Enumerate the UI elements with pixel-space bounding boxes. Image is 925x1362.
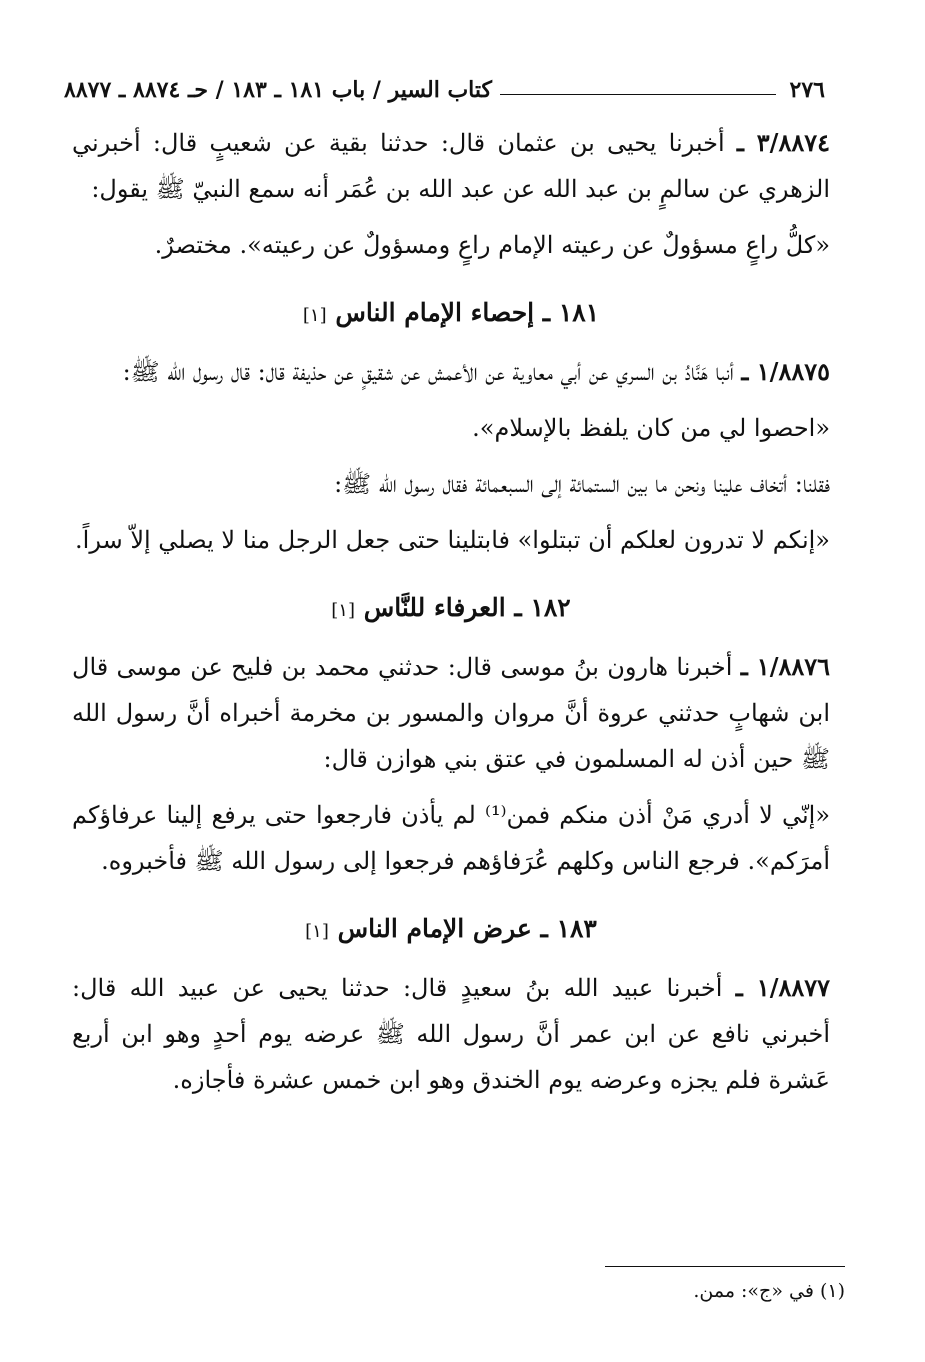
hadith-8875 xyxy=(72,349,830,395)
footnote: (١) في «ج»: ممن. xyxy=(693,1280,845,1302)
hadith-8875-quote-1: «احصوا لي من كان يلفظ بالإسلام». xyxy=(472,414,830,442)
footnote-ref: [١] xyxy=(302,305,327,326)
chapter-title: ١٨٣ ـ عرض الإمام الناس xyxy=(337,914,597,943)
hadith-8876-quote: «إنّي لا أدري مَنْ أذن منكم فمن⁽¹⁾ لم يأذن فارجعوا حتى يرفع إلينا عرفاؤكم أمرَكم». فرجع الناس وكلهم عُرَفاؤهم فرجعوا إلى رسول الله ﷺ فأخبروه. xyxy=(72,801,831,875)
footnote-separator xyxy=(605,1266,845,1267)
hadith-text: أخبرنا يحيى بن عثمان قال: حدثنا بقية عن شعيبٍ قال: أخبرني الزهري عن سالمٍ بن عبد الله عن عبد الله بن عُمَر أنه سمع النبيّ ﷺ يقول: xyxy=(72,129,830,203)
footnote-ref: [١] xyxy=(331,600,355,621)
footnote-ref: [١] xyxy=(305,921,329,942)
hadith-number: ١/٨٨٧٦ ـ xyxy=(740,652,831,681)
hadith-8874 xyxy=(72,120,830,212)
hadith-number: ١/٨٨٧٥ ـ xyxy=(741,357,830,386)
header-rule xyxy=(500,94,776,95)
running-header xyxy=(64,70,825,110)
hadith-8875-text-2: فقلنا: أتخاف علينا ونحن ما بين الستمائة إلى السبعمائة فقال رسول الله ﷺ: xyxy=(334,470,830,498)
chapter-title: ١٨١ ـ إحصاء الإمام الناس xyxy=(335,298,600,327)
hadith-8875-quote-2: «إنكم لا تدرون لعلكم أن تبتلوا» فابتلينا حتى جعل الرجل منا لا يصلي إلاّ سراً. xyxy=(75,526,830,554)
chapter-181-heading xyxy=(72,290,830,339)
page-number: ٢٧٦ xyxy=(789,77,825,103)
hadith-8876 xyxy=(72,644,830,782)
page-body xyxy=(72,120,830,1113)
hadith-8874-quote: «كلُّ راعٍ مسؤولٌ عن رعيته الإمام راعٍ ومسؤولٌ عن رعيته». مختصرٌ. xyxy=(154,231,830,259)
hadith-text: أخبرنا هارون بنُ موسى قال: حدثني محمد بن فليح عن موسى قال ابن شهابٍ حدثني عروة أنَّ مروان والمسور بن مخرمة أخبراه أنَّ رسول الله ﷺ حين أذن له المسلمون في عتق بني هوازن قال: xyxy=(72,653,830,773)
chapter-183-heading xyxy=(72,906,830,955)
hadith-text: أخبرنا عبيد الله بنُ سعيدٍ قال: حدثنا يحيى عن عبيد الله قال: أخبرني نافع عن ابن عمر أنَّ رسول الله ﷺ عرضه يوم أحدٍ وهو ابن أربع عَشرة فلم يجزه وعرضه يوم الخندق وهو ابن خمس عشرة فأجازه. xyxy=(72,974,830,1094)
chapter-title: ١٨٢ ـ العرفاء للنَّاس xyxy=(363,593,571,622)
hadith-number: ٣/٨٨٧٤ ـ xyxy=(736,128,830,157)
hadith-text: أنبا هَنَّادُ بن السري عن أبي معاوية عن الأعمش عن شقيقٍ عن حذيفة قال: قال رسول الله ﷺ: xyxy=(122,358,742,386)
chapter-182-heading xyxy=(72,585,830,634)
hadith-8877 xyxy=(72,965,830,1103)
header-title: كتاب السير / باب ١٨١ ـ ١٨٣ / حـ ٨٨٧٤ ـ ٨٨٧٧ xyxy=(64,77,492,103)
hadith-number: ١/٨٨٧٧ ـ xyxy=(735,973,831,1002)
